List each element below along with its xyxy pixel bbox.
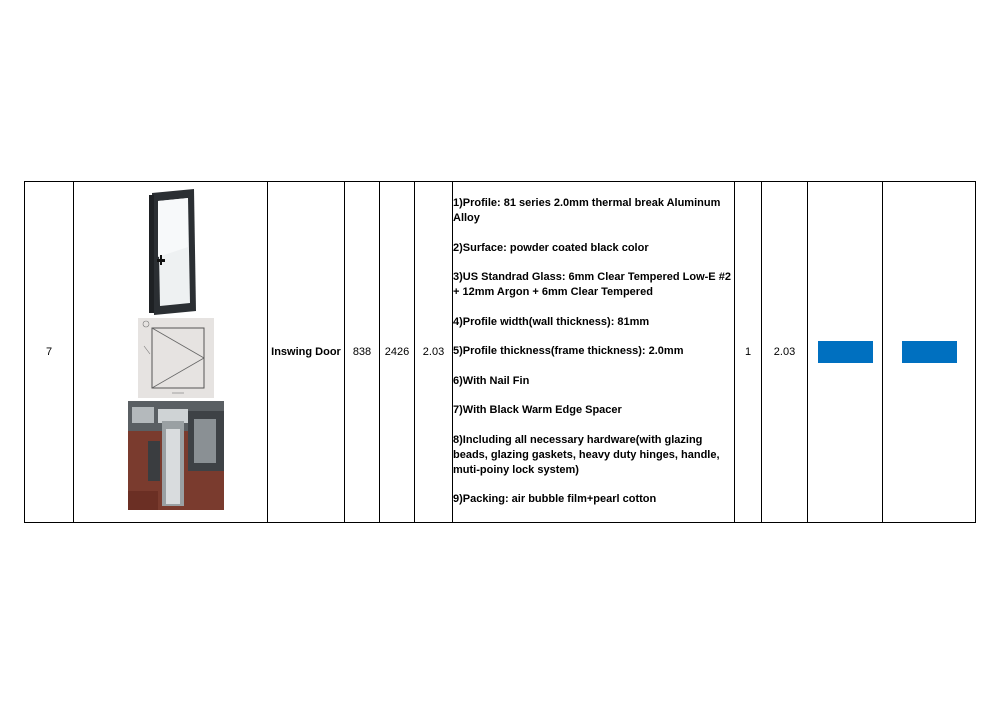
row-index: 7 [45, 346, 53, 358]
amount-fill [902, 341, 957, 363]
area-value: 2.03 [422, 346, 445, 358]
description-item: 8)Including all necessary hardware(with glazing beads, glazing gaskets, heavy duty hinges, handle, muti-poiny lock system) [453, 433, 720, 476]
inswing-door-photo [144, 187, 204, 317]
unit-price-fill [818, 341, 873, 363]
quotation-table [24, 181, 976, 523]
quantity-cell [735, 182, 762, 523]
profile-section-photo [128, 401, 224, 510]
total-area-value: 2.03 [773, 346, 796, 358]
amount-cell [883, 182, 976, 523]
description-item: 7)With Black Warm Edge Spacer [453, 404, 622, 417]
width-cell [345, 182, 380, 523]
description-item: 2)Surface: powder coated black color [453, 241, 649, 254]
table-row [25, 182, 976, 523]
product-name: Inswing Door [271, 346, 341, 358]
area-cell [415, 182, 453, 523]
description-item: 5)Profile thickness(frame thickness): 2.0mm [453, 345, 684, 358]
description-list [453, 196, 734, 507]
unit-price-cell [808, 182, 883, 523]
height-value: 2426 [384, 346, 410, 358]
quantity-value: 1 [744, 346, 752, 358]
product-name-cell [268, 182, 345, 523]
total-area-cell [762, 182, 808, 523]
width-value: 838 [352, 346, 372, 358]
description-item: 3)US Standrad Glass: 6mm Clear Tempered Low-E #2 + 12mm Argon + 6mm Clear Tempered [453, 271, 731, 299]
height-cell [380, 182, 415, 523]
door-sketch-drawing [138, 318, 214, 398]
description-item: 4)Profile width(wall thickness): 81mm [453, 315, 650, 328]
row-index-cell [25, 182, 74, 523]
description-item: 9)Packing: air bubble film+pearl cotton [453, 493, 657, 506]
product-images-cell [74, 182, 268, 523]
description-cell [453, 182, 735, 523]
description-item: 1)Profile: 81 series 2.0mm thermal break Aluminum Alloy [453, 197, 721, 225]
description-item: 6)With Nail Fin [453, 374, 530, 387]
